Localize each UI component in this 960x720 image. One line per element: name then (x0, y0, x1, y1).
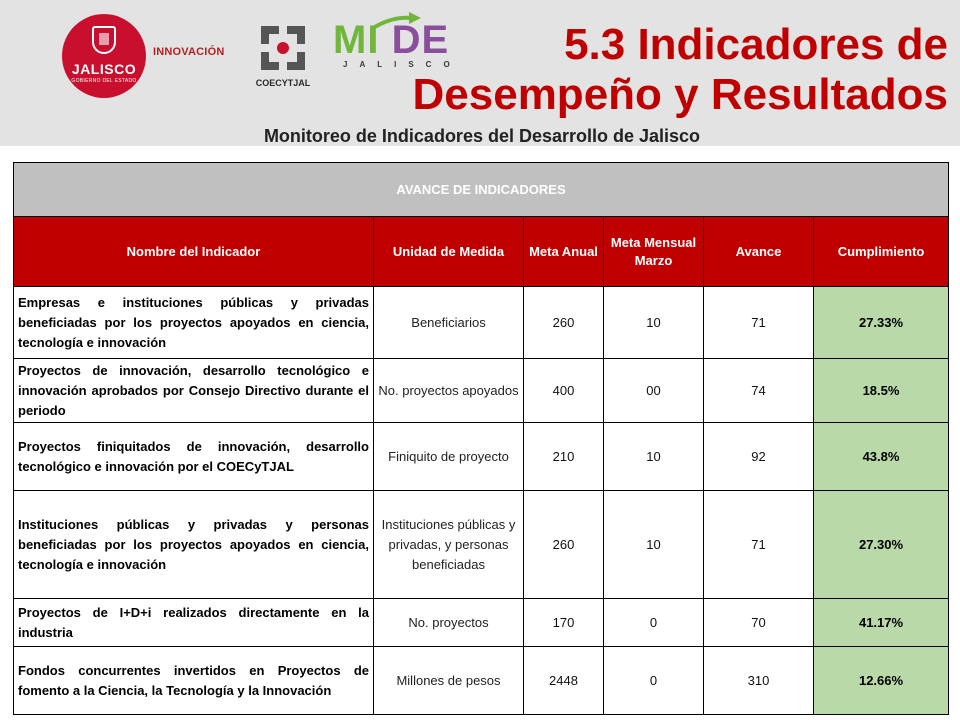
monthly-goal: 10 (604, 287, 704, 359)
compliance-percent: 27.33% (814, 287, 949, 359)
progress-value: 74 (704, 359, 814, 423)
annual-goal: 400 (524, 359, 604, 423)
unit-of-measure: No. proyectos apoyados (374, 359, 524, 423)
unit-of-measure: Instituciones públicas y privadas, y personas beneficiadas (374, 491, 524, 599)
column-header: Meta Mensual Marzo (604, 217, 704, 287)
table-row (14, 491, 949, 599)
monthly-goal: 0 (604, 599, 704, 647)
mide-logo-subtext: JALISCO (343, 60, 462, 69)
table-row (14, 647, 949, 715)
annual-goal: 210 (524, 423, 604, 491)
compliance-percent: 18.5% (814, 359, 949, 423)
unit-of-measure: Beneficiarios (374, 287, 524, 359)
column-header: Cumplimiento (814, 217, 949, 287)
indicator-name: Fondos concurrentes invertidos en Proyectos de fomento a la Ciencia, la Tecnología y la Innovación (14, 647, 374, 715)
unit-of-measure: No. proyectos (374, 599, 524, 647)
indicator-name: Instituciones públicas y privadas y personas beneficiadas por los proyectos apoyados en ciencia, tecnología e innovación (14, 491, 374, 599)
coecytjal-logo (253, 20, 313, 90)
page-title: 5.3 Indicadores de Desempeño y Resultados (412, 20, 948, 119)
table-row (14, 599, 949, 647)
column-header: Nombre del Indicador (14, 217, 374, 287)
jalisco-logo-subtext: GOBIERNO DEL ESTADO (71, 78, 137, 84)
coecytjal-mark-icon (253, 20, 313, 76)
annual-goal: 170 (524, 599, 604, 647)
table-row (14, 287, 949, 359)
progress-value: 71 (704, 491, 814, 599)
annual-goal: 2448 (524, 647, 604, 715)
mide-logo-text-tail: DE (391, 18, 450, 62)
mide-logo-text: MI DE (333, 18, 450, 62)
table-header-row (14, 217, 949, 287)
page-subtitle: Monitoreo de Indicadores del Desarrollo de Jalisco (263, 126, 701, 146)
jalisco-logo (62, 14, 146, 98)
column-header: Avance (704, 217, 814, 287)
compliance-percent: 27.30% (814, 491, 949, 599)
indicator-name: Empresas e instituciones públicas y privadas beneficiadas por los proyectos apoyados en ciencia, tecnología e innovación (14, 287, 374, 359)
annual-goal: 260 (524, 287, 604, 359)
unit-of-measure: Millones de pesos (374, 647, 524, 715)
indicator-name: Proyectos de I+D+i realizados directamente en la industria (14, 599, 374, 647)
monthly-goal: 0 (604, 647, 704, 715)
monthly-goal: 00 (604, 359, 704, 423)
coecytjal-label: COECYTJAL (255, 78, 311, 88)
progress-value: 71 (704, 287, 814, 359)
progress-value: 310 (704, 647, 814, 715)
coat-of-arms-icon (92, 26, 116, 54)
annual-goal: 260 (524, 491, 604, 599)
indicator-name: Proyectos finiquitados de innovación, desarrollo tecnológico e innovación por el COECyTJAL (14, 423, 374, 491)
table-row (14, 423, 949, 491)
progress-value: 70 (704, 599, 814, 647)
table-banner: AVANCE DE INDICADORES (14, 163, 949, 217)
compliance-percent: 43.8% (814, 423, 949, 491)
table-banner-row (14, 163, 949, 217)
compliance-percent: 41.17% (814, 599, 949, 647)
monthly-goal: 10 (604, 491, 704, 599)
compliance-percent: 12.66% (814, 647, 949, 715)
column-header: Unidad de Medida (374, 217, 524, 287)
table-row (14, 359, 949, 423)
unit-of-measure: Finiquito de proyecto (374, 423, 524, 491)
indicators-table (13, 162, 949, 715)
jalisco-logo-text: JALISCO (71, 61, 137, 77)
innovacion-label: INNOVACIÓN (153, 46, 225, 58)
progress-value: 92 (704, 423, 814, 491)
monthly-goal: 10 (604, 423, 704, 491)
indicator-name: Proyectos de innovación, desarrollo tecnológico e innovación aprobados por Consejo Directivo durante el periodo (14, 359, 374, 423)
column-header: Meta Anual (524, 217, 604, 287)
